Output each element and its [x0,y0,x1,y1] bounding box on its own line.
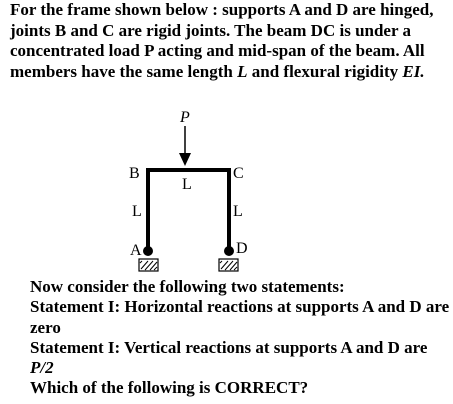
statement-2-value: P/2 [30,358,54,378]
intro-text-1: For the frame shown below : supports A and D are hinged, joints B and C are rigid joints. The beam DC is under a concentrated load P acting and mid-span of the beam. All members have the same length [10,0,434,81]
beam-length-label: L [182,176,192,193]
joint-a-label: A [130,242,142,259]
statement-2 [30,338,450,379]
statements-block [30,277,450,399]
hinge-a-icon [143,246,153,256]
load-arrow-head [179,153,191,166]
hinge-d-icon [224,246,234,256]
joint-c-label: C [233,165,244,182]
joint-d-label: D [236,240,248,257]
statement-1: Statement I: Horizontal reactions at supports A and D are zero [30,297,450,337]
intro-length-symbol: L [237,61,248,81]
joint-b-label: B [129,165,140,182]
intro-text-2: and flexural rigidity [247,61,403,81]
load-label: P [180,109,190,126]
statement-2-text: Statement I: Vertical reactions at supports A and D are [30,337,428,357]
intro-rigidity-symbol: EI. [402,61,425,81]
now-consider-line: Now consider the following two statements: [30,277,345,296]
support-d-icon [219,259,238,271]
support-a-icon [139,259,158,271]
left-column-length-label: L [132,203,142,220]
question-line: Which of the following is CORRECT? [30,378,309,398]
right-column-length-label: L [233,203,243,220]
